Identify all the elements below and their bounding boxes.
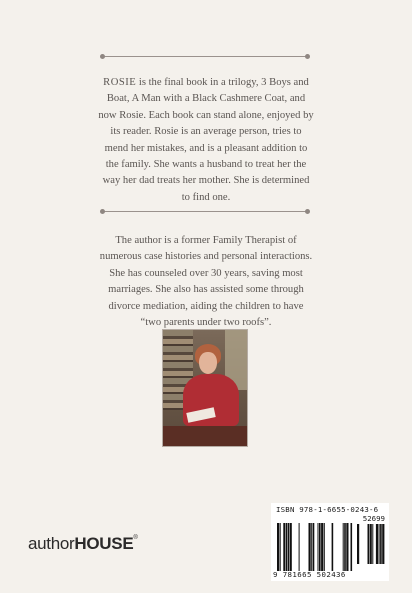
registered-mark: ® [133,535,138,541]
isbn-number: ISBN 978-1-6655-0243-6 [276,505,379,514]
ean-number: 9 781665 502436 [273,570,346,579]
middle-divider-rule [103,211,307,212]
publisher-logo-bold: HOUSE [74,534,134,553]
addon-barcode-bars [357,524,385,564]
author-bio: The author is a former Family Therapist of numerous case histories and personal interactions. She has counseled over 30 years, saving most marriages. She also has assisted some through divorce mediation, aiding the children to have “two parents under two roofs”. [99,235,313,329]
book-title-word: ROSIE [103,77,137,88]
barcode-bars [277,523,353,571]
barcode-panel [271,503,389,581]
publisher-logo-light: author [28,534,75,553]
price-addon-code: 52699 [362,514,385,523]
top-divider-rule [103,56,307,57]
book-description [98,75,314,206]
author-photo [163,330,247,446]
book-description-text: is the final book in a trilogy, 3 Boys and Boat, A Man with a Black Cashmere Coat, and now Rosie. Each book can stand alone, enjoyed by its reader. Rosie is an average person, tries to mend her mistakes, and is a pleasant addition to the family. She wants a husband to treat her the way her dad treats her mother. She is determined to find one. [98,77,314,203]
publisher-logo [28,534,138,554]
